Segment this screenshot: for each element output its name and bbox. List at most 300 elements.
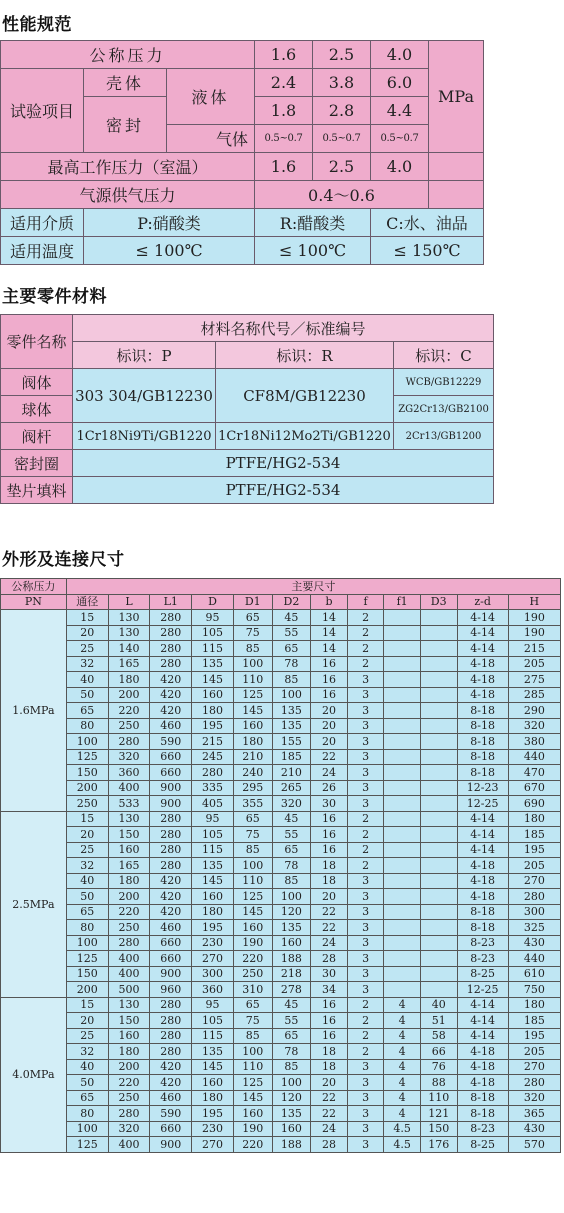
table-cell: 145 <box>192 672 234 688</box>
table-cell: 160 <box>272 935 311 951</box>
table-cell: 280 <box>150 625 192 641</box>
table-cell: 4-14 <box>457 625 508 641</box>
pressure-value: 4.0 <box>371 41 429 69</box>
table-cell <box>384 935 421 951</box>
max-work-value: 1.6 <box>255 153 313 181</box>
table-cell: 2 <box>347 1013 384 1029</box>
air-supply-value: 0.4～0.6 <box>255 181 429 209</box>
table-cell: 115 <box>192 1028 234 1044</box>
table-cell: 190 <box>233 1121 272 1137</box>
table-cell: 150 <box>108 1013 150 1029</box>
table-row <box>1 1013 561 1029</box>
table-cell <box>384 982 421 998</box>
table-cell: 145 <box>192 873 234 889</box>
table-row <box>1 1121 561 1137</box>
table-cell: 75 <box>233 625 272 641</box>
table-cell: 405 <box>192 796 234 812</box>
table-row <box>1 610 561 626</box>
table-cell: 135 <box>272 1106 311 1122</box>
table-cell: 420 <box>150 687 192 703</box>
table-cell: 12-23 <box>457 780 508 796</box>
stem-p: 1Cr18Ni9Ti/GB1220 <box>73 423 216 450</box>
table-cell: 660 <box>150 1121 192 1137</box>
table-cell: 8-18 <box>457 703 508 719</box>
table-cell: 280 <box>108 1106 150 1122</box>
table-cell: 190 <box>508 610 560 626</box>
table-cell: 45 <box>272 997 311 1013</box>
table-cell <box>384 904 421 920</box>
table-cell <box>420 858 457 874</box>
table-cell <box>384 827 421 843</box>
table-cell <box>384 656 421 672</box>
table-cell: 220 <box>233 1137 272 1153</box>
table-cell: 670 <box>508 780 560 796</box>
table-cell: 8-18 <box>457 749 508 765</box>
table-cell: 660 <box>150 935 192 951</box>
table-row <box>1 749 561 765</box>
table-cell: 3 <box>347 703 384 719</box>
table-cell: 8-18 <box>457 1106 508 1122</box>
table-cell: 85 <box>272 1059 311 1075</box>
table-cell: 195 <box>192 718 234 734</box>
table-cell: 165 <box>108 656 150 672</box>
column-header: D <box>192 594 234 610</box>
table-row <box>1 1137 561 1153</box>
table-cell <box>384 951 421 967</box>
table-cell: 365 <box>508 1106 560 1122</box>
nominal-pressure-label: 公称压力 <box>1 41 255 69</box>
table-cell: 180 <box>108 672 150 688</box>
table-cell: 180 <box>192 703 234 719</box>
table-cell: 30 <box>311 796 348 812</box>
table-cell: 40 <box>66 873 108 889</box>
table-cell <box>420 920 457 936</box>
table-cell: 215 <box>508 641 560 657</box>
table-cell: 8-23 <box>457 951 508 967</box>
pn-group-label: 1.6MPa <box>1 610 67 812</box>
table-cell: 3 <box>347 1059 384 1075</box>
table-cell: 3 <box>347 749 384 765</box>
column-header: D1 <box>233 594 272 610</box>
table-cell: 145 <box>233 703 272 719</box>
table-cell: 58 <box>420 1028 457 1044</box>
table-cell <box>420 672 457 688</box>
part-ball: 球体 <box>1 396 73 423</box>
table-cell: 51 <box>420 1013 457 1029</box>
table-cell: 265 <box>272 780 311 796</box>
table-cell: 205 <box>508 858 560 874</box>
table-cell: 155 <box>272 734 311 750</box>
table-cell: 4.5 <box>384 1137 421 1153</box>
table-cell: 100 <box>233 858 272 874</box>
table-cell: 205 <box>508 656 560 672</box>
table-cell: 22 <box>311 920 348 936</box>
table-cell: 160 <box>233 920 272 936</box>
table-cell: 88 <box>420 1075 457 1091</box>
table-cell: 3 <box>347 765 384 781</box>
table-cell: 76 <box>420 1059 457 1075</box>
table-cell <box>420 610 457 626</box>
table-cell: 121 <box>420 1106 457 1122</box>
medium-c: C:水、油品 <box>371 209 484 237</box>
table-cell: 50 <box>66 1075 108 1091</box>
table-cell: 105 <box>192 625 234 641</box>
table-cell: 280 <box>108 935 150 951</box>
table-cell: 16 <box>311 827 348 843</box>
table-cell: 14 <box>311 625 348 641</box>
table-cell: 2 <box>347 858 384 874</box>
table-cell: 245 <box>192 749 234 765</box>
column-header: b <box>311 594 348 610</box>
table-cell: 20 <box>311 734 348 750</box>
table-cell: 440 <box>508 749 560 765</box>
table-cell: 160 <box>233 1106 272 1122</box>
table-cell: 220 <box>108 904 150 920</box>
column-header: H <box>508 594 560 610</box>
table-cell: 100 <box>272 889 311 905</box>
table-cell <box>420 935 457 951</box>
table-cell: 15 <box>66 610 108 626</box>
table-cell: 200 <box>66 780 108 796</box>
liquid-label: 液体 <box>167 69 255 125</box>
table-cell: 325 <box>508 920 560 936</box>
table-cell: 95 <box>192 997 234 1013</box>
seal-gas-value: 0.5~0.7 <box>371 125 429 153</box>
table-cell: 3 <box>347 796 384 812</box>
table-cell: 185 <box>508 827 560 843</box>
part-name-label: 零件名称 <box>1 315 73 369</box>
table-cell <box>384 966 421 982</box>
table-cell: 470 <box>508 765 560 781</box>
table-cell <box>384 734 421 750</box>
table-cell: 900 <box>150 780 192 796</box>
table-cell <box>420 703 457 719</box>
seal-liquid-value: 2.8 <box>313 97 371 125</box>
table-cell: 185 <box>272 749 311 765</box>
table-cell: 3 <box>347 1137 384 1153</box>
table-cell: 460 <box>150 1090 192 1106</box>
table-cell: 20 <box>311 718 348 734</box>
body-ball-r: CF8M/GB12230 <box>216 369 394 423</box>
table-cell: 750 <box>508 982 560 998</box>
table-cell: 40 <box>66 672 108 688</box>
table-cell: 20 <box>311 703 348 719</box>
table-cell: 135 <box>192 656 234 672</box>
table-cell: 95 <box>192 811 234 827</box>
table-cell: 420 <box>150 672 192 688</box>
table-cell: 8-25 <box>457 1137 508 1153</box>
table-cell: 590 <box>150 734 192 750</box>
table-cell <box>420 687 457 703</box>
table-cell: 150 <box>66 966 108 982</box>
table-cell: 110 <box>233 873 272 889</box>
table-cell: 195 <box>508 1028 560 1044</box>
table-cell: 4 <box>384 1106 421 1122</box>
table-cell: 65 <box>272 641 311 657</box>
table-cell: 180 <box>108 1044 150 1060</box>
table-cell <box>420 966 457 982</box>
table-cell: 250 <box>108 718 150 734</box>
table-cell: 20 <box>66 625 108 641</box>
table-cell: 420 <box>150 904 192 920</box>
table-cell: 8-18 <box>457 1090 508 1106</box>
table-cell: 188 <box>272 951 311 967</box>
table-cell: 290 <box>508 703 560 719</box>
table-cell <box>384 780 421 796</box>
table-cell <box>384 796 421 812</box>
table-row <box>1 1044 561 1060</box>
table-cell: 65 <box>66 1090 108 1106</box>
table-cell: 145 <box>192 1059 234 1075</box>
table-cell: 20 <box>311 1075 348 1091</box>
table-cell: 24 <box>311 1121 348 1137</box>
table-cell: 230 <box>192 1121 234 1137</box>
table-cell: 125 <box>233 1075 272 1091</box>
table-cell: 8-18 <box>457 734 508 750</box>
table-cell: 18 <box>311 873 348 889</box>
table-cell: 280 <box>150 1028 192 1044</box>
table-cell: 135 <box>272 718 311 734</box>
table-cell <box>384 858 421 874</box>
table-cell: 3 <box>347 672 384 688</box>
table-cell: 25 <box>66 641 108 657</box>
table-cell: 115 <box>192 842 234 858</box>
performance-table <box>0 40 484 265</box>
table-row <box>1 641 561 657</box>
table-cell: 78 <box>272 656 311 672</box>
table-row <box>1 718 561 734</box>
table-cell <box>420 889 457 905</box>
table-cell: 270 <box>192 951 234 967</box>
table-row <box>1 687 561 703</box>
table-cell: 295 <box>233 780 272 796</box>
max-work-value: 2.5 <box>313 153 371 181</box>
medium-r: R:醋酸类 <box>255 209 371 237</box>
table-cell: 320 <box>108 749 150 765</box>
table-cell: 4-18 <box>457 858 508 874</box>
table-row <box>1 703 561 719</box>
table-cell: 4-18 <box>457 1075 508 1091</box>
part-seal-ring: 密封圈 <box>1 450 73 477</box>
table-row <box>1 920 561 936</box>
table-cell <box>420 749 457 765</box>
table-cell: 660 <box>150 765 192 781</box>
table-cell: 270 <box>192 1137 234 1153</box>
table-cell <box>384 920 421 936</box>
table-row <box>1 873 561 889</box>
max-work-value: 4.0 <box>371 153 429 181</box>
table-cell: 150 <box>66 765 108 781</box>
table-cell <box>384 749 421 765</box>
table-cell: 55 <box>272 827 311 843</box>
table-cell: 4.5 <box>384 1121 421 1137</box>
shell-label: 壳体 <box>84 69 167 97</box>
table-cell: 205 <box>508 1044 560 1060</box>
table-cell: 2 <box>347 1044 384 1060</box>
table-row <box>1 656 561 672</box>
table-cell: 380 <box>508 734 560 750</box>
table-cell: 195 <box>192 920 234 936</box>
table-cell: 100 <box>66 734 108 750</box>
table-cell: 95 <box>192 610 234 626</box>
table-cell: 200 <box>66 982 108 998</box>
seal-liquid-value: 1.8 <box>255 97 313 125</box>
pn-group-label: 4.0MPa <box>1 997 67 1152</box>
table-cell: 55 <box>272 625 311 641</box>
table-cell: 100 <box>233 1044 272 1060</box>
test-items-label: 试验项目 <box>1 69 84 153</box>
table-cell: 3 <box>347 1121 384 1137</box>
table-row <box>1 982 561 998</box>
table-cell: 3 <box>347 734 384 750</box>
part-gasket: 垫片填料 <box>1 477 73 504</box>
table-row <box>1 1059 561 1075</box>
table-cell: 18 <box>311 858 348 874</box>
table-cell: 188 <box>272 1137 311 1153</box>
table-cell: 4-14 <box>457 827 508 843</box>
table-cell: 160 <box>192 1075 234 1091</box>
table-cell: 4-18 <box>457 672 508 688</box>
table-cell <box>384 625 421 641</box>
table-row <box>1 966 561 982</box>
seal-gas-value: 0.5~0.7 <box>313 125 371 153</box>
column-header: z-d <box>457 594 508 610</box>
table-cell: 320 <box>272 796 311 812</box>
table-cell: 4-14 <box>457 1013 508 1029</box>
table-cell: 440 <box>508 951 560 967</box>
table-cell <box>420 734 457 750</box>
table-cell: 22 <box>311 1106 348 1122</box>
table-cell: 18 <box>311 1044 348 1060</box>
table-cell: 145 <box>233 1090 272 1106</box>
table-cell: 50 <box>66 889 108 905</box>
table-cell: 3 <box>347 966 384 982</box>
table-cell: 335 <box>192 780 234 796</box>
table-cell: 4-18 <box>457 1044 508 1060</box>
table-cell: 110 <box>233 672 272 688</box>
column-header: D2 <box>272 594 311 610</box>
table-cell: 100 <box>66 1121 108 1137</box>
temperature-label: 适用温度 <box>1 237 84 265</box>
table-row <box>1 1028 561 1044</box>
temperature-r: ≤ 100℃ <box>255 237 371 265</box>
table-cell: 16 <box>311 1028 348 1044</box>
table-cell: 15 <box>66 811 108 827</box>
table-cell: 16 <box>311 1013 348 1029</box>
table-cell: 2 <box>347 811 384 827</box>
table-cell <box>420 873 457 889</box>
table-cell: 30 <box>311 966 348 982</box>
table-cell <box>420 765 457 781</box>
table-cell <box>384 703 421 719</box>
table-cell: 165 <box>108 858 150 874</box>
table-cell: 215 <box>192 734 234 750</box>
table-cell: 900 <box>150 1137 192 1153</box>
table-cell: 135 <box>272 920 311 936</box>
table-cell: 180 <box>192 1090 234 1106</box>
table-cell: 75 <box>233 827 272 843</box>
table-cell: 65 <box>233 997 272 1013</box>
table-cell: 310 <box>233 982 272 998</box>
table-cell: 160 <box>272 1121 311 1137</box>
stem-r: 1Cr18Ni12Mo2Ti/GB1220 <box>216 423 394 450</box>
table-row <box>1 734 561 750</box>
table-cell: 80 <box>66 718 108 734</box>
table-cell: 420 <box>150 873 192 889</box>
table-cell: 80 <box>66 1106 108 1122</box>
table-cell: 16 <box>311 687 348 703</box>
table-cell: 130 <box>108 625 150 641</box>
table-cell: 160 <box>192 889 234 905</box>
table-cell: 85 <box>272 672 311 688</box>
table-cell: 135 <box>192 1044 234 1060</box>
table-cell: 14 <box>311 641 348 657</box>
air-supply-label: 气源供气压力 <box>1 181 255 209</box>
table-cell: 45 <box>272 811 311 827</box>
table-cell: 275 <box>508 672 560 688</box>
table-cell: 85 <box>233 641 272 657</box>
pn-label: 公称压力 <box>1 579 67 595</box>
table-row <box>1 672 561 688</box>
table-cell: 32 <box>66 1044 108 1060</box>
table-cell: 360 <box>192 982 234 998</box>
column-header: L1 <box>150 594 192 610</box>
table-cell: 500 <box>108 982 150 998</box>
table-cell: 320 <box>108 1121 150 1137</box>
table-cell: 460 <box>150 718 192 734</box>
table-cell: 3 <box>347 1090 384 1106</box>
section-title-dimensions: 外形及连接尺寸 <box>2 550 125 570</box>
table-cell: 110 <box>233 1059 272 1075</box>
medium-label: 适用介质 <box>1 209 84 237</box>
seal-gas-value: 0.5~0.7 <box>255 125 313 153</box>
stem-c: 2Cr13/GB1200 <box>394 423 494 450</box>
seal-liquid-value: 4.4 <box>371 97 429 125</box>
table-cell: 3 <box>347 904 384 920</box>
gas-label: 气体 <box>167 125 255 153</box>
table-cell: 280 <box>150 1013 192 1029</box>
table-cell: 250 <box>108 1090 150 1106</box>
table-cell: 25 <box>66 842 108 858</box>
table-cell <box>384 610 421 626</box>
table-cell: 100 <box>272 687 311 703</box>
pn-abbrev: PN <box>1 594 67 610</box>
table-cell: 32 <box>66 656 108 672</box>
table-cell: 150 <box>420 1121 457 1137</box>
table-cell: 280 <box>508 1075 560 1091</box>
table-cell: 125 <box>66 951 108 967</box>
part-valve-body: 阀体 <box>1 369 73 396</box>
table-cell: 180 <box>108 873 150 889</box>
table-cell: 150 <box>108 827 150 843</box>
table-cell: 55 <box>272 1013 311 1029</box>
table-cell: 570 <box>508 1137 560 1153</box>
table-cell: 85 <box>272 873 311 889</box>
table-cell: 8-18 <box>457 765 508 781</box>
table-cell: 135 <box>192 858 234 874</box>
table-cell: 8-18 <box>457 904 508 920</box>
table-cell: 355 <box>233 796 272 812</box>
table-row <box>1 842 561 858</box>
table-cell: 130 <box>108 997 150 1013</box>
table-cell <box>420 982 457 998</box>
table-cell: 195 <box>508 842 560 858</box>
table-cell: 125 <box>233 889 272 905</box>
table-cell: 3 <box>347 982 384 998</box>
table-cell: 220 <box>233 951 272 967</box>
table-cell: 660 <box>150 951 192 967</box>
table-cell: 2 <box>347 610 384 626</box>
